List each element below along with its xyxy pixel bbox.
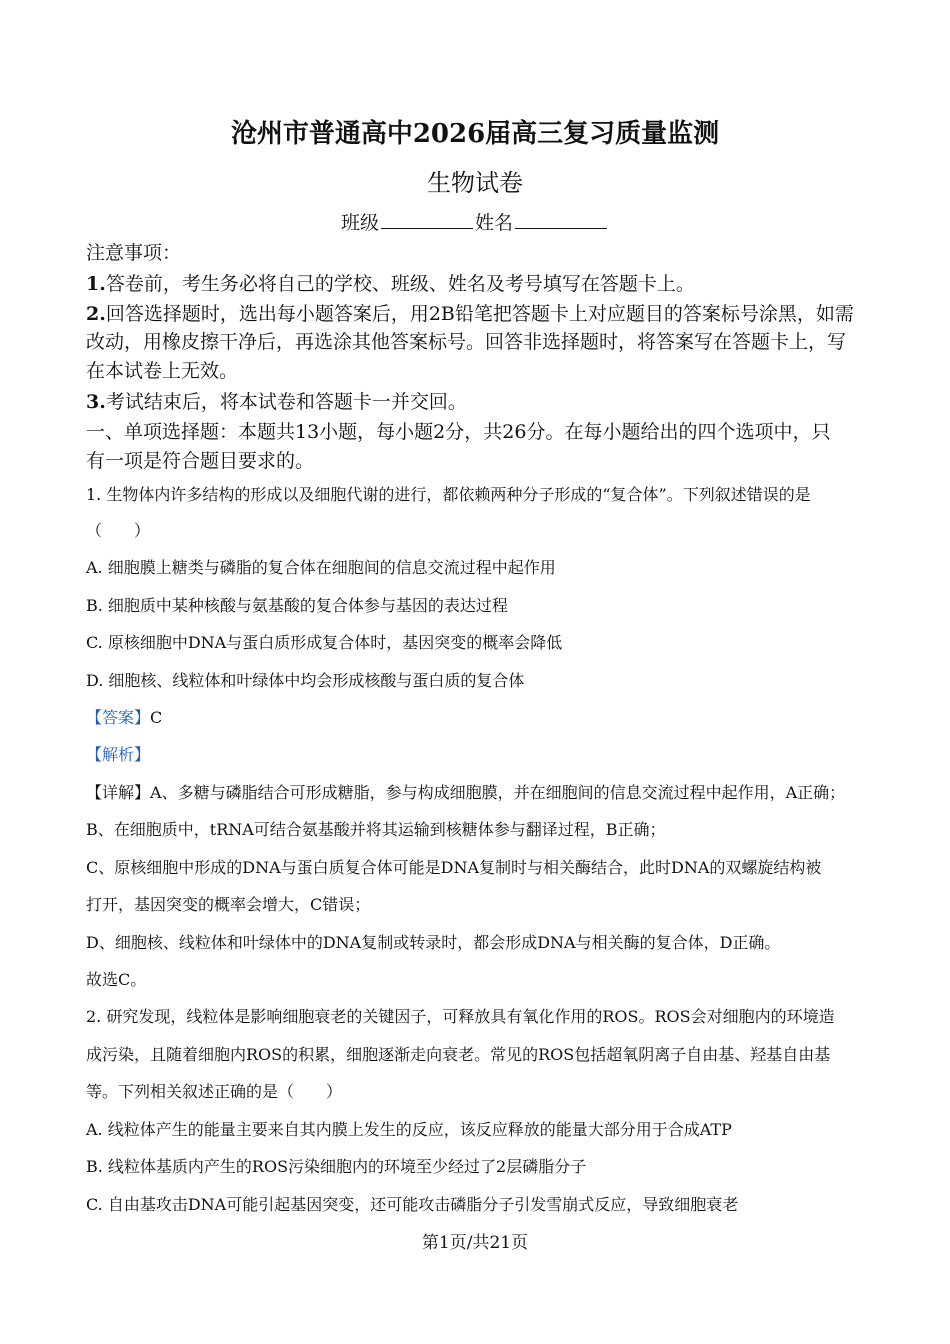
q1-detail-line-1 [86, 780, 845, 803]
detail-label: 【详解】 [86, 783, 151, 802]
analysis-label: 【解析】 [86, 745, 151, 764]
q1-detail-line-5: D、细胞核、线粒体和叶绿体中的DNA复制或转录时，都会形成DNA与相关酶的复合体，D正确。 [86, 933, 781, 952]
notice-item-1-text: 答卷前，考生务必将自己的学校、班级、姓名及考号填写在答题卡上。 [105, 273, 695, 295]
notice-item-2-num: 2. [86, 303, 106, 325]
class-name-row [0, 208, 950, 235]
notice-item-1-num: 1. [86, 273, 106, 295]
q1-conclusion: 故选C。 [86, 970, 147, 989]
q2-option-a: A. 线粒体产生的能量主要来自其内膜上发生的反应，该反应释放的能量大部分用于合成ATP [86, 1120, 732, 1139]
q2-option-b: B. 线粒体基质内产生的ROS污染细胞内的环境至少经过了2层磷脂分子 [86, 1157, 587, 1176]
class-label: 班级 [340, 212, 379, 234]
q1-stem-line-2: （ ） [86, 521, 151, 540]
name-label: 姓名 [475, 212, 514, 234]
class-blank [381, 210, 473, 229]
notice-item-2-line-2: 改动，用橡皮擦干净后，再选涂其他答案标号。回答非选择题时，将答案写在答题卡上，写 [86, 331, 847, 353]
notice-item-3 [86, 387, 467, 414]
q1-stem-line-1: 1. 生物体内许多结构的形成以及细胞代谢的进行，都依赖两种分子形成的“复合体”。下列叙述错误的是 [86, 485, 811, 504]
q1-option-d: D. 细胞核、线粒体和叶绿体中均会形成核酸与蛋白质的复合体 [86, 671, 525, 690]
section-heading-line-2: 有一项是符合题目要求的。 [86, 450, 315, 472]
answer-label: 【答案】 [86, 708, 151, 727]
name-blank [515, 210, 607, 229]
q1-answer [86, 705, 162, 728]
notice-item-2-line-1: 回答选择题时，选出每小题答案后，用2B铅笔把答题卡上对应题目的答案标号涂黑，如需 [105, 303, 854, 325]
section-heading-line-1: 一、单项选择题：本题共13小题，每小题2分，共26分。在每小题给出的四个选项中，只 [86, 421, 831, 443]
notice-item-2-line-3: 在本试卷上无效。 [86, 360, 239, 382]
q1-option-b: B. 细胞质中某种核酸与氨基酸的复合体参与基因的表达过程 [86, 596, 508, 615]
exam-subtitle: 生物试卷 [427, 169, 523, 197]
q1-detail-line-4: 打开，基因突变的概率会增大，C错误； [86, 895, 371, 914]
notice-item-1 [86, 269, 695, 296]
q1-detail-line-3: C、原核细胞中形成的DNA与蛋白质复合体可能是DNA复制时与相关酶结合，此时DNA的双螺旋结构被 [86, 858, 822, 877]
notice-item-3-num: 3. [86, 391, 106, 413]
q2-stem-line-1: 2. 研究发现，线粒体是影响细胞衰老的关键因子，可释放具有氧化作用的ROS。ROS会对细胞内的环境造 [86, 1007, 835, 1026]
page-footer: 第1页/共21页 [421, 1233, 529, 1253]
q2-stem-line-2: 成污染，且随着细胞内ROS的积累，细胞逐渐走向衰老。常见的ROS包括超氧阴离子自由基、羟基自由基 [86, 1045, 831, 1064]
exam-title: 沧州市普通高中2026届高三复习质量监测 [230, 119, 720, 149]
q1-option-a: A. 细胞膜上糖类与磷脂的复合体在细胞间的信息交流过程中起作用 [86, 558, 556, 577]
detail-text-1: A、多糖与磷脂结合可形成糖脂，参与构成细胞膜，并在细胞间的信息交流过程中起作用，A正确； [150, 783, 846, 802]
notice-heading: 注意事项： [86, 242, 182, 264]
notice-item-2 [86, 299, 854, 326]
answer-value: C [150, 708, 163, 727]
q1-detail-line-2: B、在细胞质中，tRNA可结合氨基酸并将其运输到核糖体参与翻译过程，B正确； [86, 820, 666, 839]
q2-stem-line-3: 等。下列相关叙述正确的是（ ） [86, 1082, 343, 1101]
q1-option-c: C. 原核细胞中DNA与蛋白质形成复合体时，基因突变的概率会降低 [86, 633, 563, 652]
q2-option-c: C. 自由基攻击DNA可能引起基因突变，还可能攻击磷脂分子引发雪崩式反应，导致细胞衰老 [86, 1195, 739, 1214]
notice-item-3-text: 考试结束后，将本试卷和答题卡一并交回。 [105, 391, 467, 413]
